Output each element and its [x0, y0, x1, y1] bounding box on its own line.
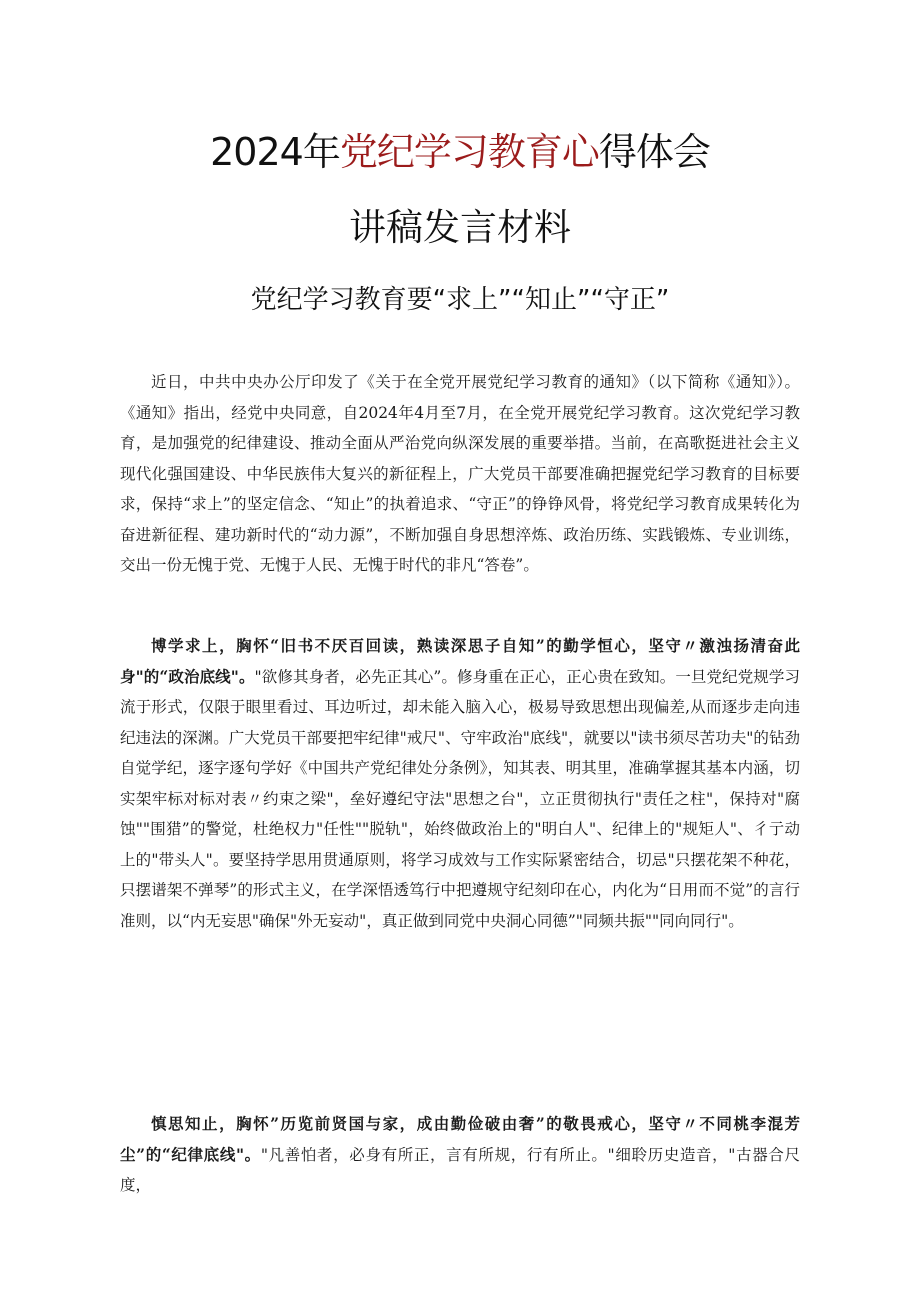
paragraph-lead: 博学求上，胸怀“旧书不厌百回读，熟读深思子自知”的勤学恒心，坚守〃激浊扬清奋此身"的“政治底线"。	[120, 636, 800, 686]
title-year: 2024年	[210, 130, 340, 174]
title-accent: 党纪学习教育心	[339, 130, 599, 174]
paragraph-body: "欲修其身者，必先正其心”。修身重在正心，正心贵在致知。一旦党纪党规学习流于形式，仅限于眼里看过、耳边听过，却未能入脑入心，极易导致思想出现偏差,从而逐步走向违纪违法的深渊。广大党员干部要把牢纪律"戒尺"、守牢政治"底线"，就要以"读书须尽苦功夫"的钻劲自觉学纪，逐字逐句学好《中国共产党纪律处分条例》，知其表、明其里，准确掌握其基本内涵，切实架牢标对标对表〃约束之梁"，垒好遵纪守法"思想之台"，立正贯彻执行"责任之柱"，保持对"腐蚀""围猎”的警觉，杜绝权力"任性""脱轨"，始终做政治上的"明白人"、纪律上的"规矩人"、彳亍动上的"带头人"。要坚持学思用贯通原则，将学习成效与工作实际紧密结合，切忌"只摆花架不种花，只摆谱架不弹琴”的形式主义，在学深悟透笃行中把遵规守纪刻印在心，内化为“日用而不觉”的言行准则，以“内无妄思"确保"外无妄动"，真正做到同党中央洞心同德”"同频共振""同向同行"。	[120, 667, 800, 930]
document-title-line1	[0, 128, 920, 176]
paragraph-section-2	[120, 1109, 800, 1201]
document-subtitle: 党纪学习教育要“求上”“知止”“守正”	[250, 285, 670, 315]
document-title-line2: 讲稿发言材料	[349, 206, 571, 249]
title-suffix: 得体会	[598, 130, 710, 174]
paragraph-intro	[120, 367, 800, 581]
paragraph-lead: 慎思知止，胸怀”历览前贤国与家，成由勤俭破由奢”的敬畏戒心，坚守〃不同桃李混芳尘”的“纪律底线"。	[120, 1114, 800, 1164]
paragraph-body: 近日，中共中央办公厅印发了《关于在全党开展党纪学习教育的通知》（以下简称《通知》）。《通知》指出，经党中央同意，自2024年4月至7月，在全党开展党纪学习教育。这次党纪学习教育，是加强党的纪律建设、推动全面从严治党向纵深发展的重要举措。当前，在高歌挺进社会主义现代化强国建设、中华民族伟大复兴的新征程上，广大党员干部要准确把握党纪学习教育的目标要求，保持“求上”的坚定信念、“知止”的执着追求、“守正”的铮铮风骨，将党纪学习教育成果转化为奋进新征程、建功新时代的“动力源”，不断加强自身思想淬炼、政治历练、实践锻炼、专业训练，交出一份无愧于党、无愧于人民、无愧于时代的非凡“答卷”。	[120, 373, 800, 574]
paragraph-section-1	[120, 631, 800, 936]
paragraph-body: "凡善怕者，必身有所正，言有所规，行有所止。"细聆历史造音，"古器合尺度，	[120, 1145, 800, 1194]
